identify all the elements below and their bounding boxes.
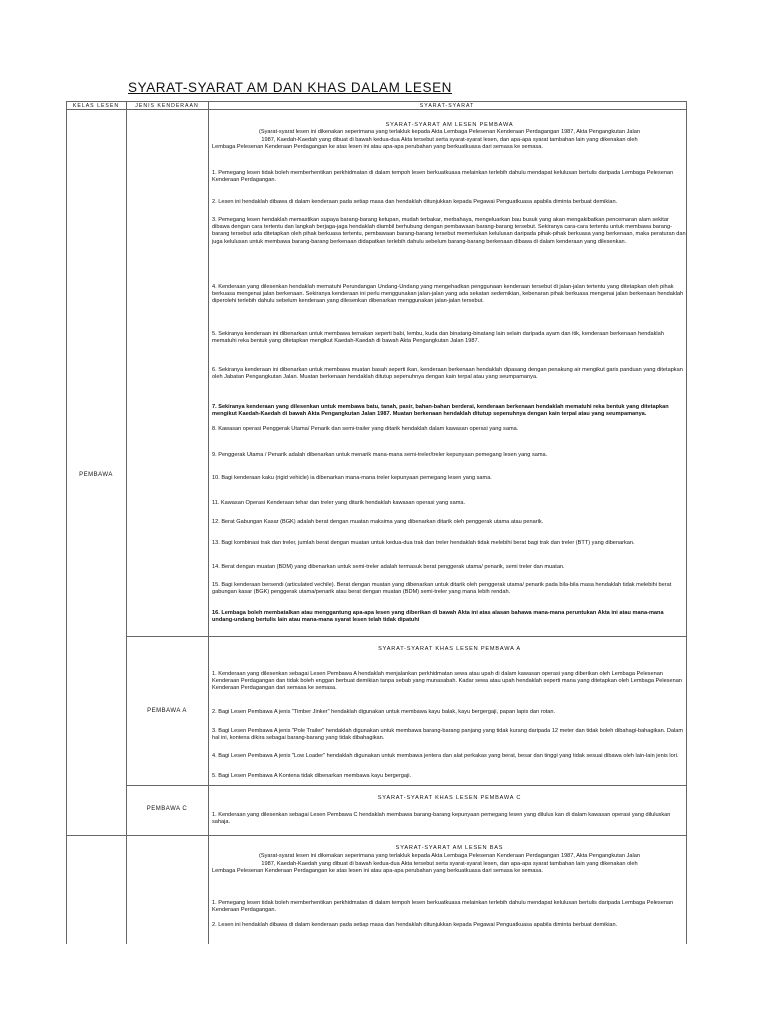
document-title: SYARAT-SYARAT AM DAN KHAS DALAM LESEN xyxy=(128,80,453,95)
pembawa-am-syarat-4: 4. Kenderaan yang dilesenkan hendaklah mematuhi Perundangan Undang-Undang yang mengehadkan penggunaan kenderaan tersebut di jalan-jalan tertentu yang ditetapkan oleh pihak berkuasa mengenai jalan berkenaan. Sekiranya kenderaan ini perlu menggunakan jalan-jalan yang ada sekatan sedemikian, kebenaran pihak berkuasa mengenai jalan berkenaan hendaklah diperolehi terlebih dahulu sebelum kenderaan yang dilesenkan dibenarkan menggunakan jalan-jalan tersebut. xyxy=(212,284,684,305)
label-pembawa-c: PEMBAWA C xyxy=(146,806,188,812)
bas-am-syarat-2: 2. Lesen ini hendaklah dibawa di dalam kenderaan pada setiap masa dan hendaklah ditunjukkan kepada Pegawai Penguatkuasa apabila diminta berbuat demikian. xyxy=(212,922,618,928)
pembawa-am-syarat-3: 3. Pemegang lesen hendaklah memastikan supaya barang-barang ketupan, mudah terbakar, merbahaya, mengeluarkan bau busuk yang akan mengakibatkan pencemaran alam sekitar dibawa dengan cara tertentu dan langkah berjaga-jaga hendaklah diambil berhubung dengan pembawaan barang-barang tersebut. Sekiranya cara-cara tertentu untuk membawa barang-barang tersebut ada ditetapkan oleh pihak berkuasa tertentu, pembawaan barang-barang tersebut memerlukan kelulusan daripada pihak-pihak berkuasa yang berkenaan, maka peraturan dan juga kelulusan untuk membawa barang-barang berkenaan didapatkan terlebih dahulu sebelum barang-barang berkenaan dibawa di dalam kenderaan yang dilesenkan. xyxy=(212,217,686,245)
pembawa-am-syarat-14: 14. Berat dengan muatan (BDM) yang dibenarkan untuk semi-treler adalah termasuk berat penggerak utama/ penarik, semi treler dan muatan. xyxy=(212,564,565,570)
pembawa-c-heading: SYARAT-SYARAT KHAS LESEN PEMBAWA C xyxy=(377,795,522,801)
bas-am-intro-2: 1987, Kaedah-Kaedah yang dibuat di bawah kedua-dua Akta tersebut serta syarat-syarat lesen, dan apa-apa syarat tambahan lain yang dikenakan oleh xyxy=(261,860,638,867)
header-kelas-lesen: KELAS LESEN xyxy=(72,103,120,109)
bas-am-syarat-1: 1. Pemegang lesen tidak boleh memberhentikan perkhidmatan di dalam tempoh lesen berkuatkuasa melainkan terlebih dahulu mendapat kelulusan bertulis daripada Lembaga Pelesenan Kenderaan Perdagangan. xyxy=(212,900,674,914)
pembawa-am-syarat-15: 15. Bagi kenderaan bersendi (articulated vechile). Berat dengan muatan yang dibenarkan untuk ditarik oleh penggerak utama/ penarik pada bila-bila masa hendaklah tidak melebihi berat gabungan kasar (BGK) penggerak utama/penarik atau berat dengan muatan (BDM) semi-treler yang mana lebih rendah. xyxy=(212,582,672,596)
pembawa-a-syarat-3: 3. Bagi Lesen Pembawa A jenis "Pole Trailer" hendaklah digunakan untuk membawa barang-barang panjang yang tidak kurang daripada 12 meter dan tidak boleh dibahagi-bahagikan. Dalam hal ini, kontena dikira sebagai barang-barang yang tidak dibahagikan. xyxy=(212,728,684,742)
pembawa-a-syarat-4: 4. Bagi Lesen Pembawa A jenis "Low Loader" hendaklah digunakan untuk membawa jentera dan alat perkakas yang berat, besar dan tinggi yang tidak sesuai dibawa oleh lain-lain jenis lori. xyxy=(212,753,679,759)
label-pembawa-a: PEMBAWA A xyxy=(147,708,187,714)
header-jenis-kenderaan: JENIS KENDERAAN xyxy=(135,103,199,109)
pembawa-am-syarat-5: 5. Sekiranya kenderaan ini dibenarkan untuk membawa ternakan seperti babi, lembu, kuda dan binatang-binatang lain selain daripada ayam dan itik, kenderaan berkenaan hendaklah mematuhi reka bentuk yang ditetapkan mengikut Kaedah-Kaedah di bawah Akta Pengangkutan Jalan 1987. xyxy=(212,331,664,345)
pembawa-am-syarat-8: 8. Kawasan operasi Penggerak Utama/ Penarik dan semi-trailer yang ditarik hendaklah dalam kawasan operasi yang sama. xyxy=(212,426,519,432)
bas-am-intro-1: (Syarat-syarat lesen ini dikenakan seperimana yang terlakluk kepada Akta Lembaga Pelesenan Kenderaan Perdagangan 1987, Akta Pengangkutan Jalan xyxy=(259,853,640,859)
bas-am-intro-3: Lembaga Pelesenan Kenderaan Perdagangan ke atas lesen ini atau apa-apa perubahan yang berkuatkuasa dari semasa ke semasa. xyxy=(212,868,543,874)
label-pembawa: PEMBAWA xyxy=(79,472,113,478)
pembawa-am-syarat-7: 7. Sekiranya kenderaan yang dilesenkan untuk membawa batu, tanah, pasir, bahan-bahan berderai, kenderaan berkenaan hendaklah mematuhi reka bentuk yang ditetapkan mengikut Kaedah-Kaedah di bawah Akta Pengangkutan Jalan 1987. Muatan berkenaan hendaklah ditutup sepenuhnya dengan kain terpal atau yang seumpamanya. xyxy=(212,404,669,418)
pembawa-am-syarat-11: 11. Kawasan Operasi Kenderaan tehar dan treler yang ditarik hendaklah kawasan operasi yang sama. xyxy=(212,500,466,506)
pembawa-am-heading: SYARAT-SYARAT AM LESEN PEMBAWA xyxy=(385,122,514,128)
pembawa-am-syarat-10: 10. Bagi kenderaan kaku (rigid vehicle) ia dibenarkan mana-mana treler kepunyaan pemegang lesen yang sama. xyxy=(212,475,492,481)
header-syarat-syarat: SYARAT-SYARAT xyxy=(419,103,475,109)
pembawa-am-intro-1: (Syarat-syarat lesen ini dikenakan seperimana yang terlakluk kepada Akta Lembaga Pelesenan Kenderaan Perdagangan 1987, Akta Pengangkutan Jalan xyxy=(259,129,640,135)
pembawa-am-intro-2: 1987, Kaedah-Kaedah yang dibuat di bawah kedua-dua Akta tersebut serta syarat-syarat lesen, dan apa-apa syarat tambahan lain yang dikenakan oleh xyxy=(261,136,638,143)
pembawa-a-syarat-5: 5. Bagi Lesen Pembawa A Kontena tidak dibenarkan membawa kayu bergergaji. xyxy=(212,773,412,779)
pembawa-c-syarat-1: 1. Kenderaan yang dilesenkan sebagai Lesen Pembawa C hendaklah membawa barang-barang kepunyaan pemegang lesen yang dilulus kan di dalam kawasan operasi yang diluluskan sahaja. xyxy=(212,812,671,826)
pembawa-am-syarat-9: 9. Penggerak Utama / Penarik adalah dibenarkan untuk menarik mana-mana semi-treler/treler kepunyaan pemegang lesen yang sama. xyxy=(212,452,548,458)
pembawa-am-syarat-2: 2. Lesen ini hendaklah dibawa di dalam kenderaan pada setiap masa dan hendaklah ditunjukkan kepada Pegawai Penguatkuasa apabila diminta berbuat demikian. xyxy=(212,199,618,205)
pembawa-am-intro-3: Lembaga Pelesenan Kenderaan Perdagangan ke atas lesen ini atau apa-apa perubahan yang berkuatkuasa dari semasa ke semasa. xyxy=(212,144,543,150)
pembawa-a-syarat-2: 2. Bagi Lesen Pembawa A jenis "Timber Jinker" hendaklah digunakan untuk membawa kayu balak, kayu bergergaji, papan lapis dan rotan. xyxy=(212,709,556,715)
pembawa-am-syarat-12: 12. Berat Gabungan Kasar (BGK) adalah berat dengan muatan maksima yang dibenarkan ditarik oleh penggerak utama atau penarik. xyxy=(212,519,544,525)
pembawa-a-heading: SYARAT-SYARAT KHAS LESEN PEMBAWA A xyxy=(378,646,521,652)
bas-am-heading: SYARAT-SYARAT AM LESEN BAS xyxy=(395,845,504,851)
pembawa-a-syarat-1: 1. Kenderaan yang dilesenkan sebagai Lesen Pembawa A hendaklah menjalankan perkhidmatan sewa atau upah di dalam kawasan operasi yang diberikan oleh Lembaga Pelesenan Kenderaan Perdagangan dan tidak boleh enggan berbuat demikian tanpa sebab yang munasabah. Kadar sewa atau upah hendaklah seperti mana yang ditetapkan oleh Lembaga Pelesenan Kenderaan Perdagangan dari semasa ke semasa. xyxy=(212,671,682,692)
pembawa-am-syarat-16: 16. Lembaga boleh membatalkan atau menggantung apa-apa lesen yang diberikan di bawah Akta ini atas alasan bahawa mana-mana peruntukan Akta ini atau mana-mana undang-undang bertulis lain atau mana-mana syarat lesen telah tidak dipatuhi xyxy=(212,610,664,624)
pembawa-am-syarat-6: 6. Sekiranya kenderaan ini dibenarkan untuk membawa muatan basah seperti ikan, kenderaan berkenaan hendaklah dipasang dengan penakung air mengikut garis panduan yang ditetapkan oleh Jabatan Pengangkutan Jalan. Muatan berkenaan hendaklah ditutup sepenuhnya dengan kain terpal atau yang seumpamanya. xyxy=(212,367,683,381)
pembawa-am-syarat-13: 13. Bagi kombinasi trak dan treler, jumlah berat dengan muatan untuk kedua-dua trak dan treler hendaklah tidak melebihi berat bagi trak dan treler (BTT) yang dibenarkan. xyxy=(212,540,635,546)
pembawa-am-syarat-1: 1. Pemegang lesen tidak boleh memberhentikan perkhidmatan di dalam tempoh lesen berkuatkuasa melainkan terlebih dahulu mendapat kelulusan bertulis daripada Lembaga Pelesenan Kenderaan Perdagangan. xyxy=(212,170,674,184)
